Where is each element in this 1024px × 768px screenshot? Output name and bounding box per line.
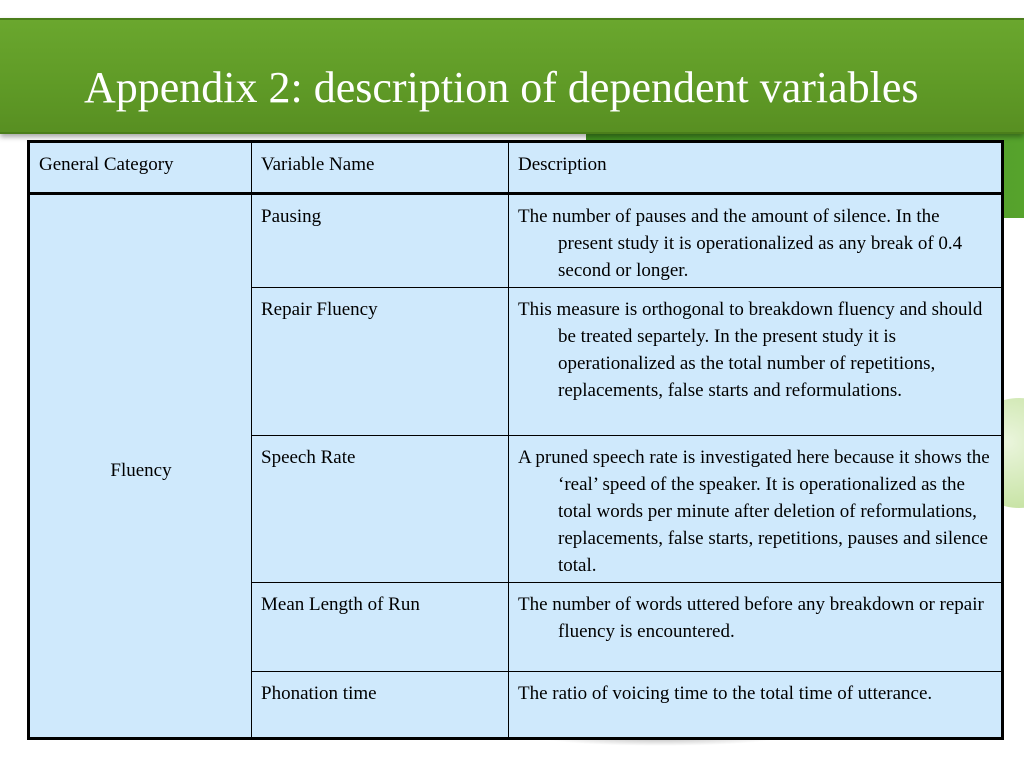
description-text: This measure is orthogonal to breakdown fluency and should be treated separtely. In the present study it is operationalized as the total number of repetitions, replacements, false starts and reformulations. — [518, 299, 983, 401]
variable-name-cell: Mean Length of Run — [252, 583, 509, 672]
variables-table — [27, 140, 1004, 740]
description-text: The number of pauses and the amount of silence. In the present study it is operationalized as any break of 0.4 second or longer. — [518, 206, 963, 281]
table-row — [29, 194, 1003, 288]
variable-name-cell: Repair Fluency — [252, 288, 509, 436]
variable-name-cell: Speech Rate — [252, 436, 509, 583]
header-description: Description — [509, 142, 1003, 194]
description-cell — [509, 583, 1003, 672]
description-cell — [509, 436, 1003, 583]
description-text: The number of words uttered before any breakdown or repair fluency is encountered. — [518, 594, 984, 642]
title-bar — [0, 18, 1024, 134]
slide-title: Appendix 2: description of dependent variables — [84, 63, 919, 112]
description-text: A pruned speech rate is investigated here because it shows the ‘real’ speed of the speaker. It is operationalized as the total words per minute after deletion of reformulations, replacements, false starts, repetitions, pauses and silence total. — [518, 447, 990, 576]
variable-name-cell: Pausing — [252, 194, 509, 288]
variable-name-cell: Phonation time — [252, 672, 509, 739]
header-variable-name: Variable Name — [252, 142, 509, 194]
table-header-row — [29, 142, 1003, 194]
description-text: The ratio of voicing time to the total time of utterance. — [518, 683, 933, 704]
description-cell — [509, 288, 1003, 436]
description-cell — [509, 194, 1003, 288]
header-general-category: General Category — [29, 142, 252, 194]
description-cell — [509, 672, 1003, 739]
category-cell: Fluency — [29, 194, 252, 739]
